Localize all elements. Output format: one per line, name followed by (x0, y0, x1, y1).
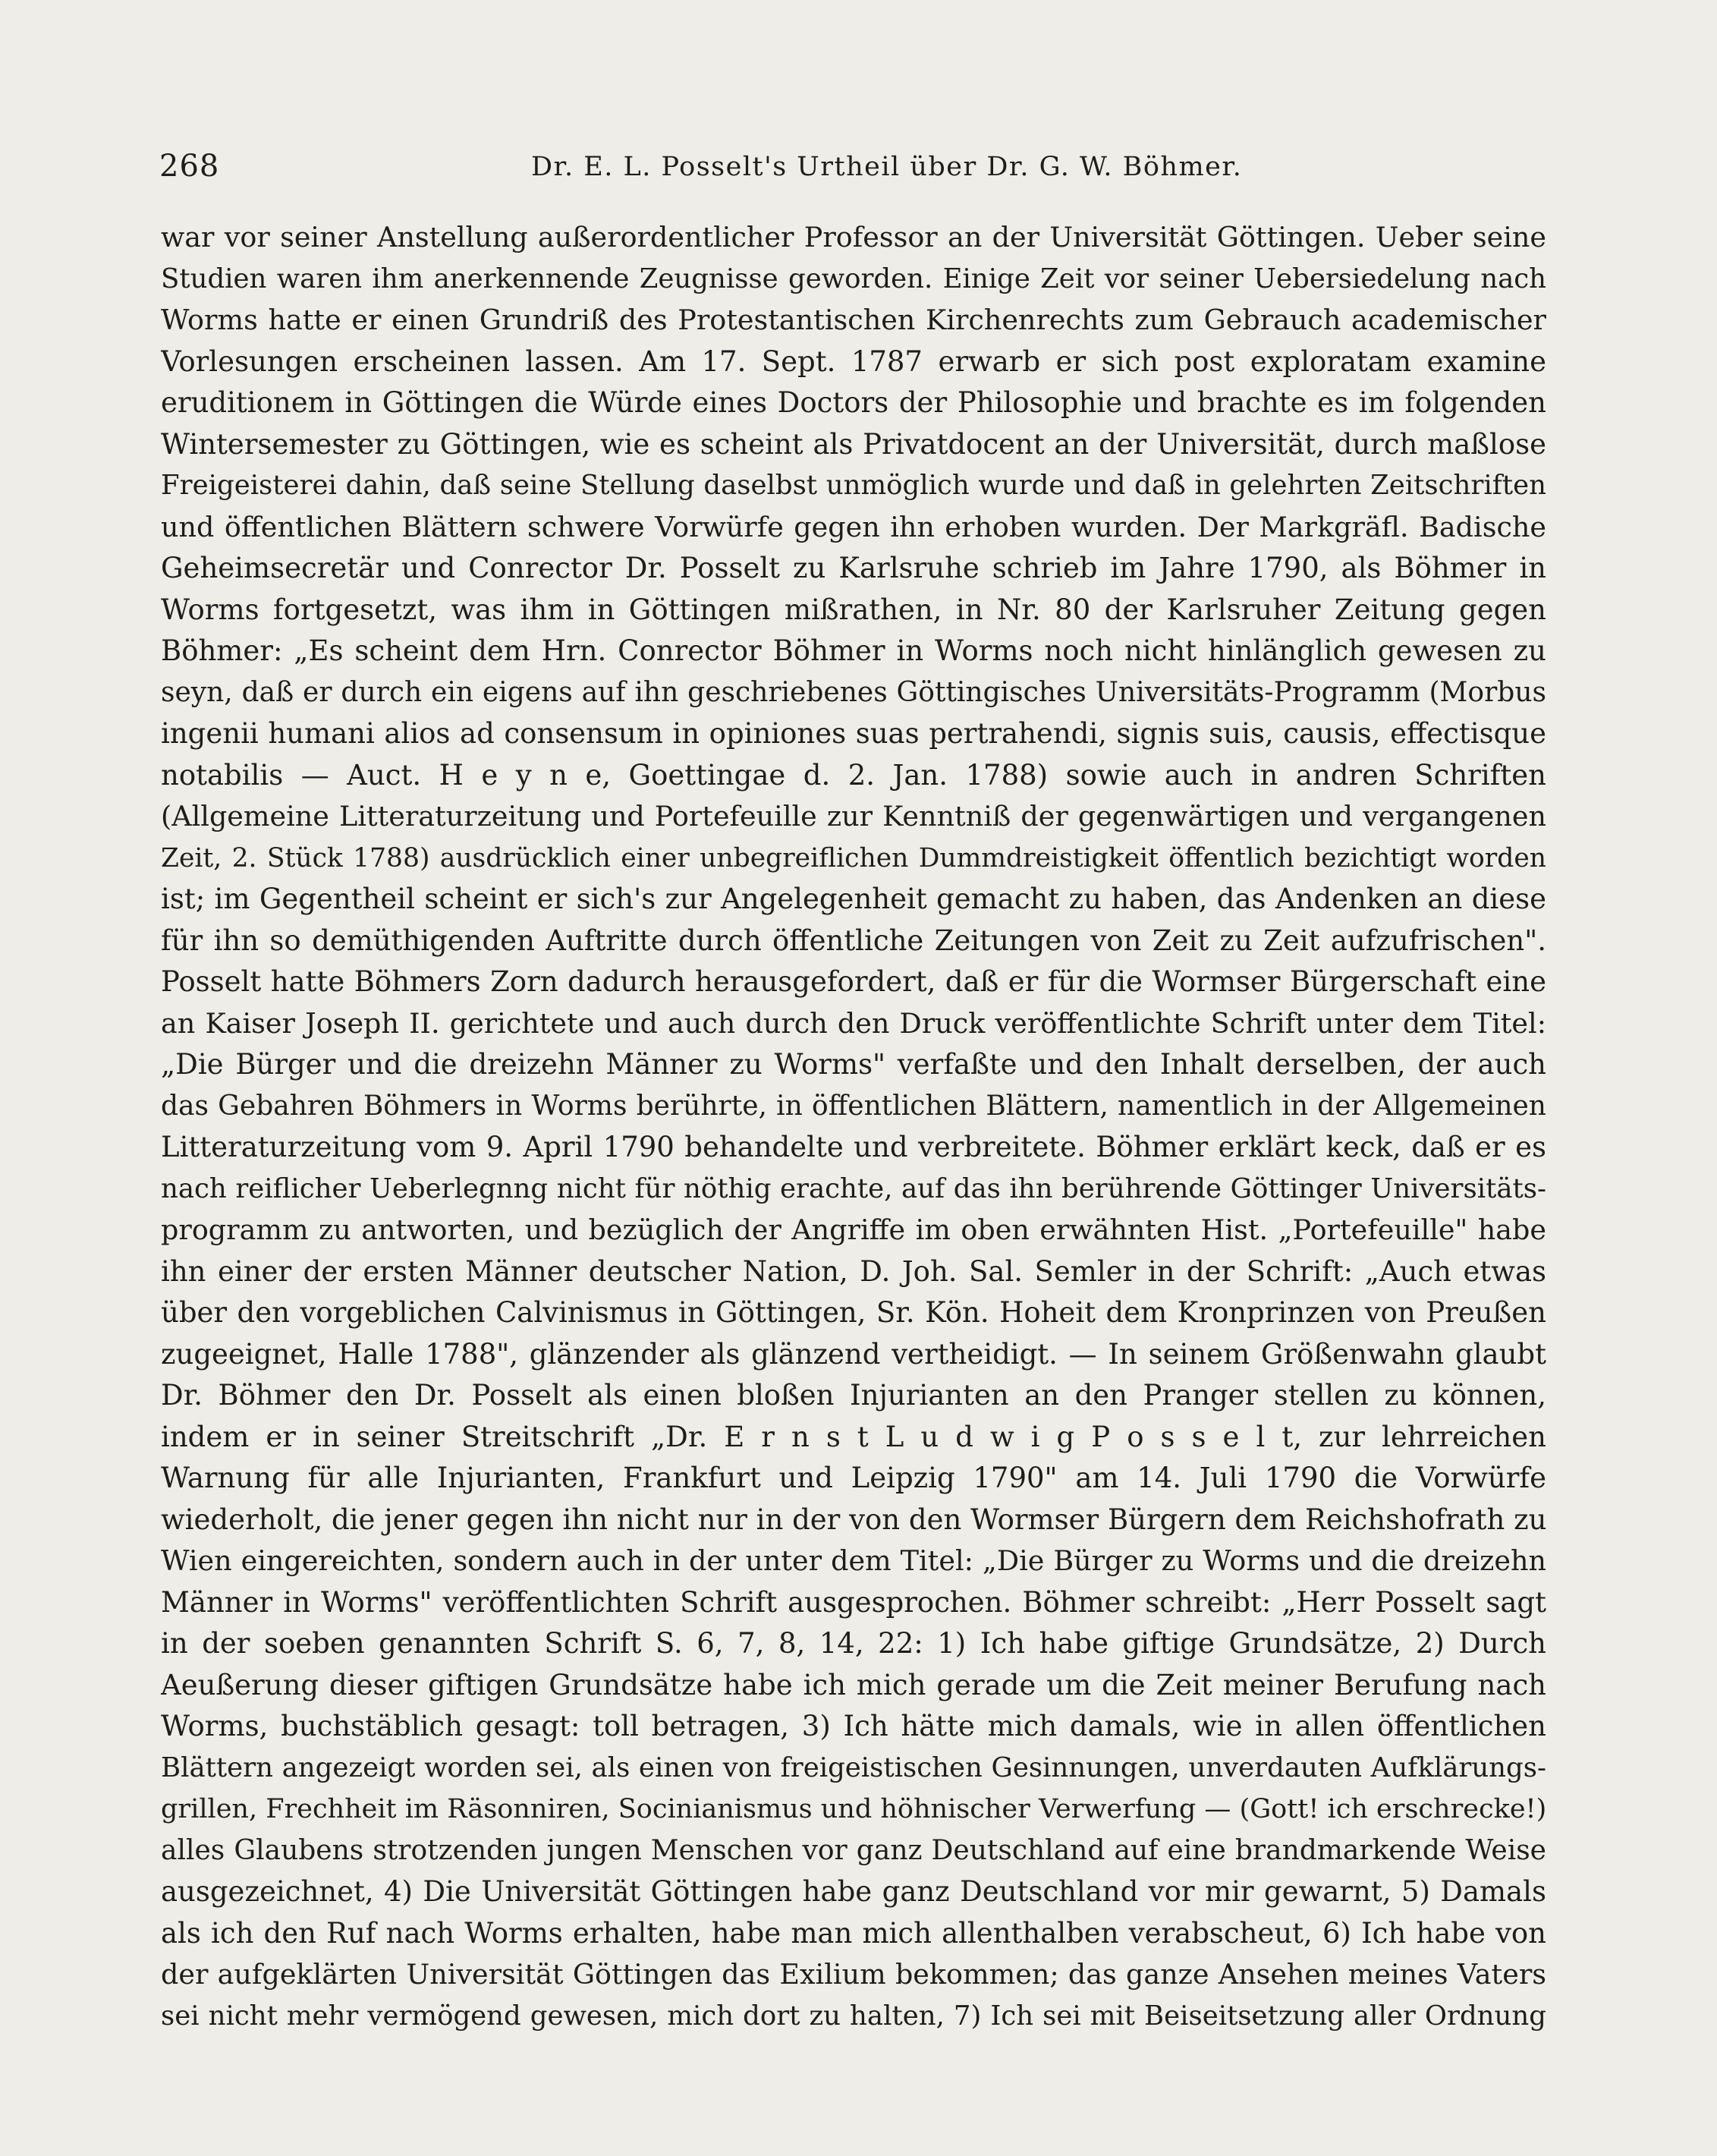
text-line: notabilis — Auct. H e y n e, Goettingae d. 2. Jan. 1788) sowie auch in andren Schriften (161, 758, 1546, 792)
text-line: war vor seiner Anstellung außerordentlicher Professor an der Universität Göttingen. Ueber seine (161, 221, 1546, 253)
text-line: Wintersemester zu Göttingen, wie es scheint als Privatdocent an der Universität, durch maßlose (161, 427, 1546, 461)
text-line: Freigeisterei dahin, daß seine Stellung daselbst unmöglich wurde und daß in gelehrten Zeitschriften (161, 470, 1546, 501)
text-line: Böhmer: „Es scheint dem Hrn. Conrector Böhmer in Worms noch nicht hinlänglich gewesen zu (161, 634, 1546, 667)
text-line: ihn einer der ersten Männer deutscher Nation, D. Joh. Sal. Semler in der Schrift: „Auch etwas (161, 1254, 1546, 1288)
text-line: Zeit, 2. Stück 1788) ausdrücklich einer unbegreiflichen Dummdreistigkeit öffentlich bezichtigt worden (161, 842, 1546, 873)
text-line: Männer in Worms" veröffentlichten Schrift ausgesprochen. Böhmer schreibt: „Herr Posselt sagt (161, 1585, 1546, 1619)
running-title: Dr. E. L. Posselt's Urtheil über Dr. G. W. Böhmer. (531, 152, 1243, 182)
text-line: ingenii humani alios ad consensum in opiniones suas pertrahendi, signis suis, causis, effectisque (161, 717, 1546, 750)
text-line: nach reiflicher Ueberlegnng nicht für nöthig erachte, auf das ihn berührende Göttinger Universitäts- (161, 1172, 1546, 1204)
text-line: als ich den Ruf nach Worms erhalten, habe man mich allenthalben verabscheut, 6) Ich habe von (161, 1916, 1546, 1950)
text-line: an Kaiser Joseph II. gerichtete und auch durch den Druck veröffentlichte Schrift unter dem Titel: (161, 1006, 1546, 1040)
text-line: ist; im Gegentheil scheint er sich's zur Angelegenheit gemacht zu haben, das Andenken an diese (161, 883, 1546, 915)
text-line: Worms, buchstäblich gesagt: toll betragen, 3) Ich hätte mich damals, wie in allen öffentlichen (161, 1710, 1546, 1742)
text-line: ausgezeichnet, 4) Die Universität Göttingen habe ganz Deutschland vor mir gewarnt, 5) Damals (161, 1875, 1546, 1908)
text-line: programm zu antworten, und bezüglich der Angriffe im oben erwähnten Hist. „Portefeuille" habe (161, 1213, 1546, 1246)
text-line: alles Glaubens strotzenden jungen Menschen vor ganz Deutschland auf eine brandmarkende Weise (161, 1834, 1546, 1866)
text-line: Wien eingereichten, sondern auch in der unter dem Titel: „Die Bürger zu Worms und die dreizehn (161, 1544, 1546, 1577)
text-line: Dr. Böhmer den Dr. Posselt als einen bloßen Injurianten an den Pranger stellen zu können, (161, 1379, 1546, 1412)
text-line: seyn, daß er durch ein eigens auf ihn geschriebenes Göttingisches Universitäts-Programm (Morbus (161, 676, 1546, 708)
text-line: Posselt hatte Böhmers Zorn dadurch herausgefordert, daß er für die Wormser Bürgerschaft eine (161, 965, 1546, 998)
text-line: Litteraturzeitung vom 9. April 1790 behandelte und verbreitete. Böhmer erklärt keck, daß er es (161, 1131, 1546, 1163)
body-text (161, 217, 1546, 2037)
text-line: Worms hatte er einen Grundriß des Protestantischen Kirchenrechts zum Gebrauch academischer (161, 304, 1546, 336)
text-line: Vorlesungen erscheinen lassen. Am 17. Sept. 1787 erwarb er sich post exploratam examine (161, 345, 1546, 378)
text-line: indem er in seiner Streitschrift „Dr. E r n s t L u d w i g P o s s e l t, zur lehrreichen (161, 1420, 1546, 1453)
text-line: der aufgeklärten Universität Göttingen das Exilium bekommen; das ganze Ansehen meines Vaters (161, 1958, 1546, 1991)
text-line: „Die Bürger und die dreizehn Männer zu Worms" verfaßte und den Inhalt derselben, der auch (161, 1048, 1546, 1081)
text-line: Studien waren ihm anerkennende Zeugnisse geworden. Einige Zeit vor seiner Uebersiedelung nach (161, 263, 1546, 294)
text-line: über den vorgeblichen Calvinismus in Göttingen, Sr. Kön. Hoheit dem Kronprinzen von Preußen (161, 1296, 1546, 1329)
text-line: sei nicht mehr vermögend gewesen, mich dort zu halten, 7) Ich sei mit Beiseitsetzung aller Ordnung (161, 2000, 1546, 2032)
page-number: 268 (159, 149, 220, 184)
text-line: das Gebahren Böhmers in Worms berührte, in öffentlichen Blättern, namentlich in der Allgemeinen (161, 1090, 1546, 1122)
text-line: grillen, Frechheit im Räsonniren, Socinianismus und höhnischer Verwerfung — (Gott! ich erschrecke!) (161, 1794, 1546, 1824)
text-line: Blättern angezeigt worden sei, als einen von freigeistischen Gesinnungen, unverdauten Aufklärungs- (161, 1752, 1546, 1783)
text-line: Geheimsecretär und Conrector Dr. Posselt zu Karlsruhe schrieb im Jahre 1790, als Böhmer in (161, 552, 1546, 584)
text-line: Warnung für alle Injurianten, Frankfurt und Leipzig 1790" am 14. Juli 1790 die Vorwürfe (161, 1462, 1546, 1494)
text-line: in der soeben genannten Schrift S. 6, 7, 8, 14, 22: 1) Ich habe giftige Grundsätze, 2) Durch (161, 1627, 1546, 1660)
text-line: und öffentlichen Blättern schwere Vorwürfe gegen ihn erhoben wurden. Der Markgräfl. Badische (161, 510, 1546, 543)
text-line: für ihn so demüthigenden Auftritte durch öffentliche Zeitungen von Zeit zu Zeit aufzufrischen". (161, 924, 1546, 957)
text-line: wiederholt, die jener gegen ihn nicht nur in der von den Wormser Bürgern dem Reichshofrath zu (161, 1503, 1546, 1536)
text-line: zugeeignet, Halle 1788", glänzender als glänzend vertheidigt. — In seinem Größenwahn glaubt (161, 1337, 1546, 1371)
text-line: Worms fortgesetzt, was ihm in Göttingen mißrathen, in Nr. 80 der Karlsruher Zeitung gegen (161, 593, 1546, 626)
text-line: (Allgemeine Litteraturzeitung und Portefeuille zur Kenntniß der gegenwärtigen und vergangenen (161, 800, 1546, 832)
text-line: Aeußerung dieser giftigen Grundsätze habe ich mich gerade um die Zeit meiner Berufung nach (161, 1668, 1546, 1701)
text-line: eruditionem in Göttingen die Würde eines Doctors der Philosophie und brachte es im folgenden (161, 386, 1546, 419)
page-header (159, 149, 1548, 194)
